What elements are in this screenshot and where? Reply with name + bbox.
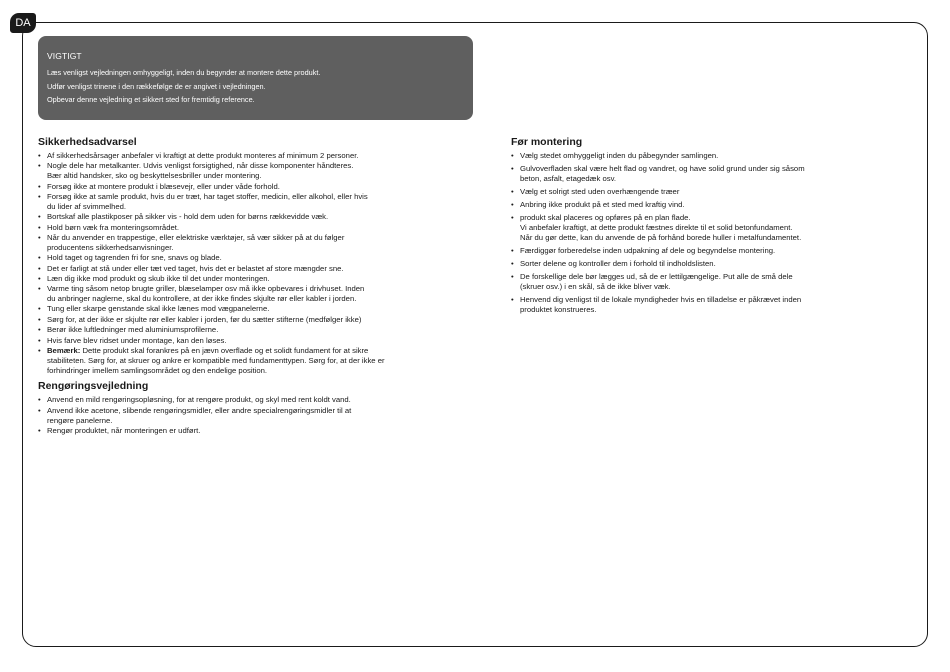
- list-item: [511, 246, 883, 256]
- language-badge: DA: [10, 13, 36, 33]
- list-item: [38, 304, 478, 314]
- bullet-icon: •: [38, 191, 41, 201]
- bullet-icon: •: [511, 164, 514, 174]
- cleaning-heading: Rengøringsvejledning: [38, 380, 149, 393]
- list-item-line: Hold børn væk fra monteringsområdet.: [47, 222, 180, 232]
- list-item-line: Sorter delene og kontroller dem i forhold til indholdslisten.: [520, 258, 716, 268]
- list-item-line: Af sikkerhedsårsager anbefaler vi kraftigt at dette produkt monteres af minimum 2 personer.: [47, 151, 359, 160]
- list-item-line: Tung eller skarpe genstande skal ikke lænes mod vægpanelerne.: [47, 304, 270, 314]
- list-item-line: Hvis farve blev ridset under montage, kan den løses.: [47, 335, 227, 345]
- bullet-icon: •: [38, 346, 41, 356]
- list-item-line: Henvend dig venligst til de lokale myndigheder hvis en tilladelse er påkrævet inden: [520, 294, 802, 304]
- list-item-line: beton, asfalt, etagedæk osv.: [520, 173, 617, 183]
- list-item-line: Nogle dele har metalkanter. Udvis venligst forsigtighed, når disse komponenter håndteres.: [47, 161, 354, 171]
- list-item: [38, 253, 478, 263]
- list-item: [511, 272, 883, 292]
- list-item: [38, 192, 478, 212]
- bullet-icon: •: [38, 304, 41, 314]
- list-item-line: Bær altid handsker, sko og beskyttelsesbriller under montering.: [47, 171, 262, 181]
- bullet-icon: •: [511, 294, 514, 304]
- bullet-icon: •: [38, 335, 41, 345]
- list-item-line: Vælg et solrigt sted uden overhængende træer: [520, 186, 680, 196]
- left-column: [38, 136, 478, 436]
- list-item-line: Det er farligt at stå under eller tæt ved taget, hvis det er belastet af store mængder sne.: [47, 263, 344, 273]
- important-line: Udfør venligst trinene i den rækkefølge de er angivet i vejledningen.: [47, 81, 266, 91]
- list-item-line: du anbringer naglerne, skal du kontrollere, at der ikke findes skjulte rør eller kabler i jorden.: [47, 294, 357, 304]
- safety-heading: Sikkerhedsadvarsel: [38, 136, 137, 148]
- list-item-line: Forsøg ikke at samle produkt, hvis du er træt, har taget stoffer, medicin, eller alkohol, eller hvis: [47, 191, 368, 201]
- list-item-line: (skruer osv.) i en skål, så de ikke bliver væk.: [520, 281, 671, 291]
- list-item: [38, 395, 478, 405]
- list-item: [38, 406, 478, 426]
- list-item-line: De forskellige dele bør lægges ud, så de er lettilgængelige. Put alle de små dele: [520, 272, 793, 282]
- note-item: [38, 346, 478, 375]
- bullet-icon: •: [38, 325, 41, 335]
- list-item-line: rengøre panelerne.: [47, 415, 113, 425]
- list-item-line: produkt skal placeres og opføres på en plan flade.: [520, 213, 691, 223]
- list-item: [38, 233, 478, 253]
- note-text: Dette produkt skal forankres på en jævn overflade og et solidt fundament for at sikre: [80, 346, 369, 356]
- list-item-line: Vælg stedet omhyggeligt inden du påbegynder samlingen.: [520, 151, 719, 160]
- bullet-icon: •: [511, 213, 514, 223]
- list-item: [511, 213, 883, 242]
- list-item: [38, 223, 478, 233]
- list-item-line: Bortskaf alle plastikposer på sikker vis - hold dem uden for børns rækkevidde væk.: [47, 212, 329, 222]
- bullet-icon: •: [38, 395, 41, 405]
- list-item: [511, 200, 883, 210]
- list-item: [38, 325, 478, 335]
- list-item-line: Berør ikke luftledninger med aluminiumsprofilerne.: [47, 325, 219, 335]
- list-item-line: Varme ting såsom netop brugte griller, blæselamper osv må ikke opbevares i drivhuset. Inden: [47, 284, 365, 294]
- list-item: [38, 161, 478, 181]
- bullet-icon: •: [511, 258, 514, 268]
- safety-list: [38, 151, 478, 375]
- important-line: Læs venligst vejledningen omhyggeligt, inden du begynder at montere dette produkt.: [47, 68, 321, 77]
- bullet-icon: •: [38, 222, 41, 232]
- bullet-icon: •: [38, 151, 41, 160]
- bullet-icon: •: [38, 405, 41, 415]
- list-item-line: Vi anbefaler kraftigt, at dette produkt fæstnes direkte til et solid betonfundament.: [520, 222, 793, 232]
- list-item-line: Anvend ikke acetone, slibende rengøringsmidler, eller andre specialrengøringsmidler til at: [47, 405, 352, 415]
- bullet-icon: •: [38, 212, 41, 222]
- list-item-line: Gulvoverfladen skal være helt flad og vandret, og have solid grund under sig såsom: [520, 164, 805, 174]
- list-item-line: Når du gør dette, kan du anvende de på forhånd borede huller i metalfundamentet.: [520, 232, 802, 242]
- bullet-icon: •: [38, 284, 41, 294]
- bullet-icon: •: [511, 200, 514, 210]
- list-item: [38, 336, 478, 346]
- list-item: [38, 182, 478, 192]
- bullet-icon: •: [38, 273, 41, 283]
- list-item: [511, 164, 883, 184]
- list-item: [511, 187, 883, 197]
- list-item: [38, 264, 478, 274]
- bullet-icon: •: [511, 245, 514, 255]
- list-item-line: Rengør produktet, når monteringen er udført.: [47, 426, 201, 436]
- note-line: forhindringer imellem samlingsområdet og den endelige position.: [47, 365, 268, 375]
- bullet-icon: •: [38, 161, 41, 171]
- bullet-icon: •: [38, 232, 41, 242]
- list-item: [38, 315, 478, 325]
- list-item: [38, 212, 478, 222]
- list-item-line: Læn dig ikke mod produkt og skub ikke til det under monteringen.: [47, 273, 270, 283]
- list-item: [511, 151, 883, 161]
- list-item-line: producentens sikkerhedsanvisninger.: [47, 242, 174, 252]
- list-item: [38, 284, 478, 304]
- list-item-line: Sørg for, at der ikke er skjulte rør eller kabler i jorden, før du sætter stifterne (medfølger ikke): [47, 314, 362, 324]
- bullet-icon: •: [511, 151, 514, 160]
- list-item-line: Anvend en mild rengøringsopløsning, for at rengøre produkt, og skyl med rent koldt vand.: [47, 395, 351, 405]
- important-box: [38, 36, 473, 120]
- note-line: [47, 346, 478, 356]
- bullet-icon: •: [511, 186, 514, 196]
- list-item-line: Forsøg ikke at montere produkt i blæsevejr, eller under våde forhold.: [47, 181, 280, 191]
- list-item-line: Anbring ikke produkt på et sted med kraftig vind.: [520, 200, 685, 210]
- important-line: Opbevar denne vejledning et sikkert sted for fremtidig reference.: [47, 95, 255, 104]
- cleaning-list: [38, 395, 478, 435]
- right-column: [511, 136, 883, 318]
- list-item: [38, 426, 478, 436]
- list-item: [38, 274, 478, 284]
- list-item: [38, 151, 478, 161]
- list-item: [511, 295, 883, 315]
- bullet-icon: •: [38, 263, 41, 273]
- list-item-line: du lider af svimmelhed.: [47, 201, 127, 211]
- before-assembly-heading: Før montering: [511, 136, 583, 148]
- bullet-icon: •: [511, 272, 514, 282]
- note-label: Bemærk:: [47, 346, 81, 356]
- bullet-icon: •: [38, 181, 41, 191]
- list-item-line: Hold taget og tagrenden fri for sne, snavs og blade.: [47, 253, 222, 263]
- list-item-line: Når du anvender en trappestige, eller elektriske værktøjer, så vær sikker på at du følger: [47, 232, 345, 242]
- list-item: [511, 259, 883, 269]
- list-item-line: Færdiggør forberedelse inden udpakning af dele og begyndelse montering.: [520, 245, 776, 255]
- bullet-icon: •: [38, 314, 41, 324]
- list-item-line: produktet konstrueres.: [520, 304, 597, 314]
- bullet-icon: •: [38, 426, 41, 436]
- before-list: [511, 151, 883, 315]
- important-heading: VIGTIGT: [47, 51, 82, 61]
- bullet-icon: •: [38, 253, 41, 263]
- note-line: stabiliteten. Sørg for, at skruer og ankre er kompatible med fundamenttypen. Sørg for, at der ikke er: [47, 355, 385, 365]
